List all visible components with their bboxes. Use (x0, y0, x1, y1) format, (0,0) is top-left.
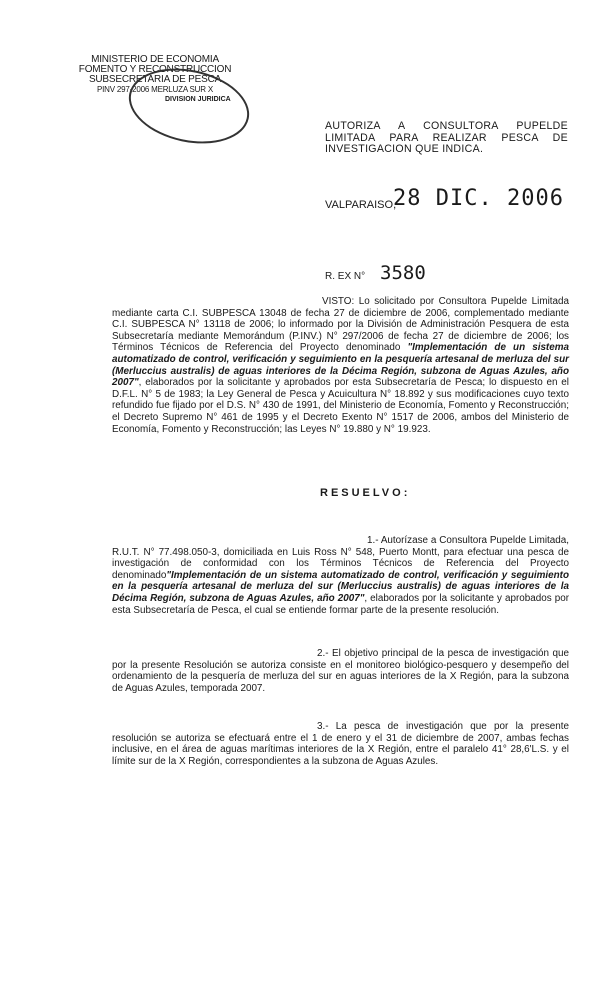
header-line-2: FOMENTO Y RECONSTRUCCION (78, 64, 232, 75)
visto-lead: VISTO: (322, 296, 355, 307)
header-line-1: MINISTERIO DE ECONOMIA (91, 54, 219, 65)
date-stamp: 28 DIC. 2006 (393, 186, 564, 211)
article-1-end: , elaborados por la solicitante y aprobados por esta Subsecretaría de Pesca, el cual se entiende formar parte de la presente resolución. (112, 592, 569, 616)
article-1-text: 1.- Autorízase a Consultora Pupelde Limitada, R.U.T. N° 77.498.050-3, domiciliada en Luis Ross N° 548, Puerto Montt, para efectuar una pesca de investigación de conformidad con los Términos Técnicos de Referencia del Proyecto denominado (112, 535, 569, 581)
header-line-3: SUBSECRETARIA DE PESCA (88, 74, 222, 85)
resolution-number: 3580 (380, 262, 426, 284)
project-title: "Implementación de un sistema automatizado de control, verificación y seguimiento en la pesquería artesanal de merluza del sur (Merluccius australis) de aguas interiores de la Décima Región, subzona de Aguas Azules, año 2007" (112, 342, 569, 389)
header-line-4: PINV 297-2006 MERLUZA SUR X (97, 85, 213, 94)
article-2 (112, 648, 569, 694)
visto-text-2: , elaborados por la solicitante y aprobados por esta Subsecretaría de Pesca; lo dispuesto en el D.F.L. N° 5 de 1983; la Ley General de Pesca y Acuicultura N° 18.892 y sus modificaciones cuyo texto refundido fue fijado por el D.S. N° 430 de 1991, del Ministerio de Economía, Fomento y Reconstrucción; el Decreto Supremo N° 461 de 1995 y el Decreto Exento N° 1517 de 2006, ambos del Ministerio de Economía, Fomento y Reconstrucción; las Leyes N° 19.880 y N° 19.923. (112, 377, 569, 435)
article-1 (112, 535, 569, 616)
resuelvo-heading: RESUELVO: (320, 487, 411, 499)
date-label: VALPARAISO, (325, 199, 397, 211)
stamp-label: DIVISION JURIDICA (165, 96, 231, 103)
resolution-label: R. EX N° (325, 271, 366, 282)
visto-paragraph (112, 296, 569, 435)
article-3-text: 3.- La pesca de investigación que por la presente resolución se autoriza se efectuará entre el 1 de enero y el 31 de diciembre de 2007, ambas fechas inclusive, en el área de aguas marítimas interiores de la X Región, entre el paralelo 41° 28,6'L.S. y el límite sur de la X Región, correspondientes a la subzona de Aguas Azules. (112, 721, 569, 767)
article-2-text: 2.- El objetivo principal de la pesca de investigación que por la presente Resolución se autoriza consiste en el monitoreo biológico-pesquero y desempeño del ordenamiento de la pesquería de merluza del sur en aguas interiores de la X Región, para la subzona de Aguas Azules, temporada 2007. (112, 648, 569, 694)
article-3 (112, 721, 569, 767)
resolution-subject: AUTORIZA A CONSULTORA PUPELDE LIMITADA PARA REALIZAR PESCA DE INVESTIGACION QUE INDICA. (325, 120, 568, 155)
visto-text-1: Lo solicitado por Consultora Pupelde Limitada mediante carta C.I. SUBPESCA 13048 de fecha 27 de diciembre de 2006, complementado mediante C.I. SUBPESCA N° 13118 de 2006; lo informado por la División de Administración Pesquera de esta Subsecretaría mediante Memorándum (P.INV.) N° 297/2006 de fecha 27 de diciembre de 2006; los Términos Técnicos de Referencia del Proyecto denominado (112, 296, 569, 354)
article-1-title: "Implementación de un sistema automatizado de control, verificación y seguimiento en la pesquería artesanal de merluza del sur (Merluccius australis) de aguas interiores de la Décima Región, subzona de Aguas Azules, año 2007" (112, 569, 569, 604)
